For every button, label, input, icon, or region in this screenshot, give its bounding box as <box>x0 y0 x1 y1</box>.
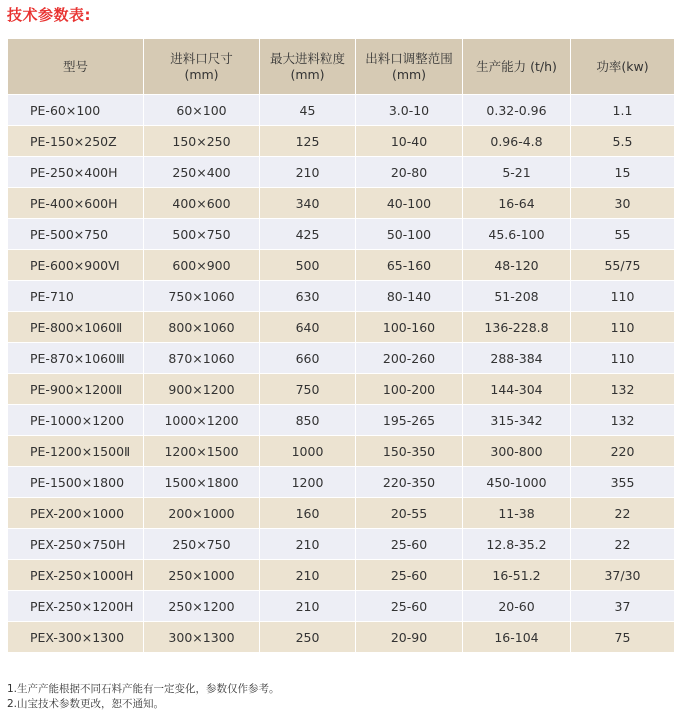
table-row <box>8 343 675 374</box>
table-cell: 25-60 <box>356 591 463 622</box>
table-cell: 5-21 <box>463 157 571 188</box>
table-cell: 0.32-0.96 <box>463 95 571 126</box>
table-cell: 48-120 <box>463 250 571 281</box>
table-cell: 600×900 <box>144 250 260 281</box>
table-row <box>8 622 675 653</box>
table-cell: 25-60 <box>356 529 463 560</box>
table-cell: 55/75 <box>571 250 675 281</box>
table-cell: 250×1200 <box>144 591 260 622</box>
table-row <box>8 436 675 467</box>
table-body <box>8 95 675 653</box>
table-cell: 25-60 <box>356 560 463 591</box>
table-cell: 400×600 <box>144 188 260 219</box>
table-cell: 288-384 <box>463 343 571 374</box>
table-row <box>8 126 675 157</box>
table-row <box>8 281 675 312</box>
table-cell: 220-350 <box>356 467 463 498</box>
table-cell: PEX-250×1200H <box>8 591 144 622</box>
table-cell: PE-600×900Ⅵ <box>8 250 144 281</box>
table-cell: 850 <box>260 405 356 436</box>
header-discharge-range: 出料口调整范围 (mm) <box>356 39 463 95</box>
table-cell: PE-250×400H <box>8 157 144 188</box>
table-cell: 10-40 <box>356 126 463 157</box>
table-cell: 132 <box>571 374 675 405</box>
table-cell: 660 <box>260 343 356 374</box>
table-cell: 0.96-4.8 <box>463 126 571 157</box>
table-cell: PE-60×100 <box>8 95 144 126</box>
table-row <box>8 591 675 622</box>
table-cell: 1000 <box>260 436 356 467</box>
table-cell: PE-800×1060Ⅱ <box>8 312 144 343</box>
table-cell: 110 <box>571 281 675 312</box>
table-cell: 51-208 <box>463 281 571 312</box>
table-cell: 40-100 <box>356 188 463 219</box>
table-row <box>8 95 675 126</box>
table-cell: 500 <box>260 250 356 281</box>
table-cell: 200-260 <box>356 343 463 374</box>
table-cell: 30 <box>571 188 675 219</box>
table-cell: 110 <box>571 312 675 343</box>
table-cell: 210 <box>260 529 356 560</box>
table-row <box>8 219 675 250</box>
table-cell: PE-900×1200Ⅱ <box>8 374 144 405</box>
table-row <box>8 560 675 591</box>
table-cell: PE-1500×1800 <box>8 467 144 498</box>
table-cell: 355 <box>571 467 675 498</box>
notes <box>7 682 280 712</box>
table-cell: 65-160 <box>356 250 463 281</box>
table-cell: 150×250 <box>144 126 260 157</box>
table-cell: 3.0-10 <box>356 95 463 126</box>
table-cell: 60×100 <box>144 95 260 126</box>
table-cell: 20-60 <box>463 591 571 622</box>
table-cell: 750×1060 <box>144 281 260 312</box>
table-cell: 630 <box>260 281 356 312</box>
table-cell: 100-200 <box>356 374 463 405</box>
table-cell: 1500×1800 <box>144 467 260 498</box>
table-cell: 195-265 <box>356 405 463 436</box>
table-cell: 210 <box>260 157 356 188</box>
table-row <box>8 498 675 529</box>
note-2: 2.山宝技术参数更改，恕不通知。 <box>7 698 165 710</box>
table-cell: PEX-200×1000 <box>8 498 144 529</box>
table-header-row <box>8 39 675 95</box>
table-cell: 1200×1500 <box>144 436 260 467</box>
table-cell: 144-304 <box>463 374 571 405</box>
table-cell: 250×1000 <box>144 560 260 591</box>
table-cell: 300×1300 <box>144 622 260 653</box>
table-cell: 20-55 <box>356 498 463 529</box>
table-cell: PE-710 <box>8 281 144 312</box>
table-cell: 210 <box>260 591 356 622</box>
table-cell: 250×400 <box>144 157 260 188</box>
table-cell: PE-500×750 <box>8 219 144 250</box>
table-cell: 110 <box>571 343 675 374</box>
table-cell: 75 <box>571 622 675 653</box>
table-cell: 55 <box>571 219 675 250</box>
table-cell: 800×1060 <box>144 312 260 343</box>
table-cell: 425 <box>260 219 356 250</box>
table-cell: 45.6-100 <box>463 219 571 250</box>
table-cell: PE-1000×1200 <box>8 405 144 436</box>
table-cell: 22 <box>571 498 675 529</box>
table-cell: 1200 <box>260 467 356 498</box>
note-1: 1.生产产能根据不同石料产能有一定变化，参数仅作参考。 <box>7 683 280 695</box>
table-cell: PE-150×250Z <box>8 126 144 157</box>
table-row <box>8 529 675 560</box>
header-feed-opening: 进料口尺寸 (mm) <box>144 39 260 95</box>
table-row <box>8 405 675 436</box>
table-cell: 12.8-35.2 <box>463 529 571 560</box>
table-row <box>8 250 675 281</box>
table-cell: PEX-250×1000H <box>8 560 144 591</box>
table-cell: 250 <box>260 622 356 653</box>
table-cell: 20-80 <box>356 157 463 188</box>
table-cell: 50-100 <box>356 219 463 250</box>
table-cell: 1.1 <box>571 95 675 126</box>
table-cell: 80-140 <box>356 281 463 312</box>
table-cell: 160 <box>260 498 356 529</box>
table-row <box>8 467 675 498</box>
table-cell: 900×1200 <box>144 374 260 405</box>
table-cell: 16-104 <box>463 622 571 653</box>
table-cell: 210 <box>260 560 356 591</box>
table-cell: PE-1200×1500Ⅱ <box>8 436 144 467</box>
table-cell: 5.5 <box>571 126 675 157</box>
table-cell: 870×1060 <box>144 343 260 374</box>
table-cell: 45 <box>260 95 356 126</box>
table-cell: 200×1000 <box>144 498 260 529</box>
spec-table <box>7 38 675 653</box>
table-cell: 315-342 <box>463 405 571 436</box>
table-cell: 100-160 <box>356 312 463 343</box>
table-cell: 250×750 <box>144 529 260 560</box>
table-cell: PE-870×1060Ⅲ <box>8 343 144 374</box>
table-row <box>8 374 675 405</box>
table-row <box>8 312 675 343</box>
table-cell: 300-800 <box>463 436 571 467</box>
table-cell: 37/30 <box>571 560 675 591</box>
table-cell: 15 <box>571 157 675 188</box>
page-title: 技术参数表: <box>7 6 91 24</box>
table-cell: 125 <box>260 126 356 157</box>
table-cell: 1000×1200 <box>144 405 260 436</box>
table-cell: PEX-300×1300 <box>8 622 144 653</box>
table-cell: 22 <box>571 529 675 560</box>
table-row <box>8 188 675 219</box>
table-cell: 220 <box>571 436 675 467</box>
table-cell: 132 <box>571 405 675 436</box>
table-cell: 640 <box>260 312 356 343</box>
table-cell: 340 <box>260 188 356 219</box>
header-power: 功率(kw) <box>571 39 675 95</box>
table-cell: 20-90 <box>356 622 463 653</box>
header-model: 型号 <box>8 39 144 95</box>
table-cell: 11-38 <box>463 498 571 529</box>
table-cell: 450-1000 <box>463 467 571 498</box>
table-cell: 16-51.2 <box>463 560 571 591</box>
table-cell: 136-228.8 <box>463 312 571 343</box>
table-cell: 37 <box>571 591 675 622</box>
table-cell: PE-400×600H <box>8 188 144 219</box>
table-cell: 500×750 <box>144 219 260 250</box>
table-row <box>8 157 675 188</box>
table-cell: 750 <box>260 374 356 405</box>
table-cell: 150-350 <box>356 436 463 467</box>
table-cell: PEX-250×750H <box>8 529 144 560</box>
table-cell: 16-64 <box>463 188 571 219</box>
header-capacity: 生产能力 (t/h) <box>463 39 571 95</box>
header-max-feed-size: 最大进料粒度 (mm) <box>260 39 356 95</box>
